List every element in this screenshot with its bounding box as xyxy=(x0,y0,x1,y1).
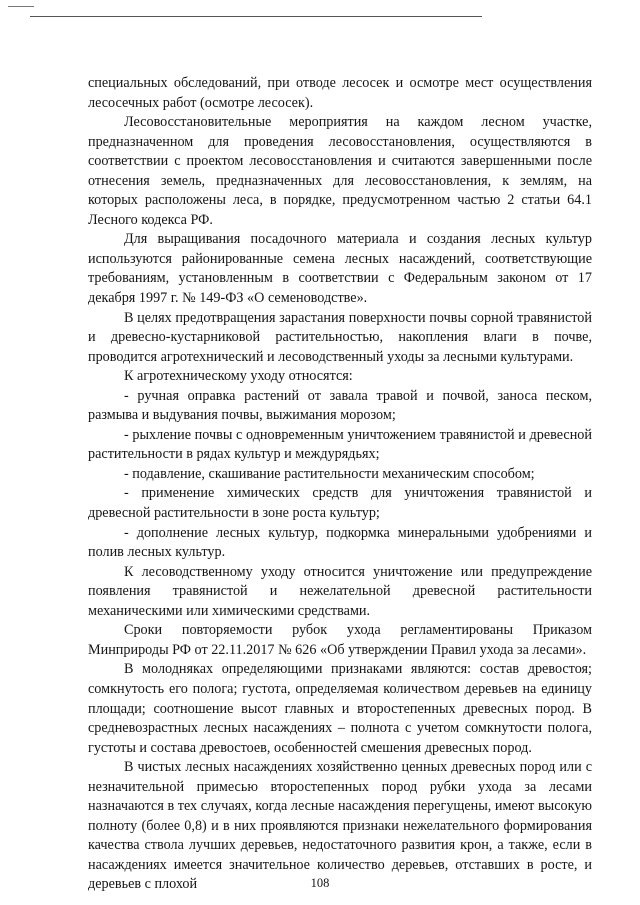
page-number: 108 xyxy=(310,876,330,890)
list-item: - ручная оправка растений от завала травой и почвой, заноса песком, размыва и выдувания почвы, выжимания морозом; xyxy=(88,387,592,424)
paragraph: Для выращивания посадочного материала и создания лесных культур используются районированные семена лесных насаждений, соответствующие требованиям, установленным в соответствии с Федеральным законом от 17 декабря 1997 г. № 149-ФЗ «О семеноводстве». xyxy=(88,231,592,307)
body-text xyxy=(88,74,592,895)
paragraph: В молодняках определяющими признаками являются: состав древостоя; сомкнутость его полога; густота, определяемая количеством деревьев на единицу площади; соотношение высот главных и второстепенных древесных пород. В средневозрастных лесных насаждениях – полнота с учетом сомкнутости полога, густоты и состава древостоев, особенностей смешения древесных пород. xyxy=(88,661,592,756)
paragraph: Лесовосстановительные мероприятия на каждом лесном участке, предназначенном для проведения лесовосстановления, осуществляются в соответствии с проектом лесовосстановления и считаются завершенными после отнесения земель, предназначенных для лесовосстановления, к землям, на которых расположены леса, в порядке, предусмотренном частью 2 статьи 64.1 Лесного кодекса РФ. xyxy=(88,114,592,228)
list-item: - подавление, скашивание растительности механическим способом; xyxy=(124,465,535,482)
paragraph: В целях предотвращения зарастания поверхности почвы сорной травянистой и древесно-кустарниковой растительностью, накопления влаги в почве, проводится агротехнический и лесоводственный уходы за лесными культурами. xyxy=(88,309,592,365)
paragraph: Сроки повторяемости рубок ухода регламентированы Приказом Минприроды РФ от 22.11.2017 № 626 «Об утверждении Правил ухода за лесами». xyxy=(88,622,592,658)
paragraph: В чистых лесных насаждениях хозяйственно ценных древесных пород или с незначительной примесью второстепенных пород рубки ухода за лесами назначаются в тех случаях, когда лесные насаждения перегущены, имеют высокую полноту (более 0,8) и в них проявляются признаки нежелательного формирования качества ствола лучших деревьев, недостаточного развития крон, а также, если в насаждениях имеется значительное количество деревьев, отставших в росте, и деревьев с плохой xyxy=(88,759,592,893)
paragraph: К лесоводственному уходу относится уничтожение или предупреждение появления травянистой и нежелательной древесной растительности механическими или химическими средствами. xyxy=(88,563,592,619)
header-rule xyxy=(30,16,482,17)
list-item: - рыхление почвы с одновременным уничтожением травянистой и древесной растительности в рядах культур и междурядьях; xyxy=(88,426,592,463)
list-item: - применение химических средств для уничтожения травянистой и древесной растительности в зоне роста культур; xyxy=(88,485,592,522)
paragraph: специальных обследований, при отводе лесосек и осмотре мест осуществления лесосечных работ (осмотре лесосек). xyxy=(88,75,592,111)
header-dash xyxy=(8,6,34,7)
paragraph: К агротехническому уходу относятся: xyxy=(124,368,353,385)
list-item: - дополнение лесных культур, подкормка минеральными удобрениями и полив лесных культур. xyxy=(88,524,592,561)
